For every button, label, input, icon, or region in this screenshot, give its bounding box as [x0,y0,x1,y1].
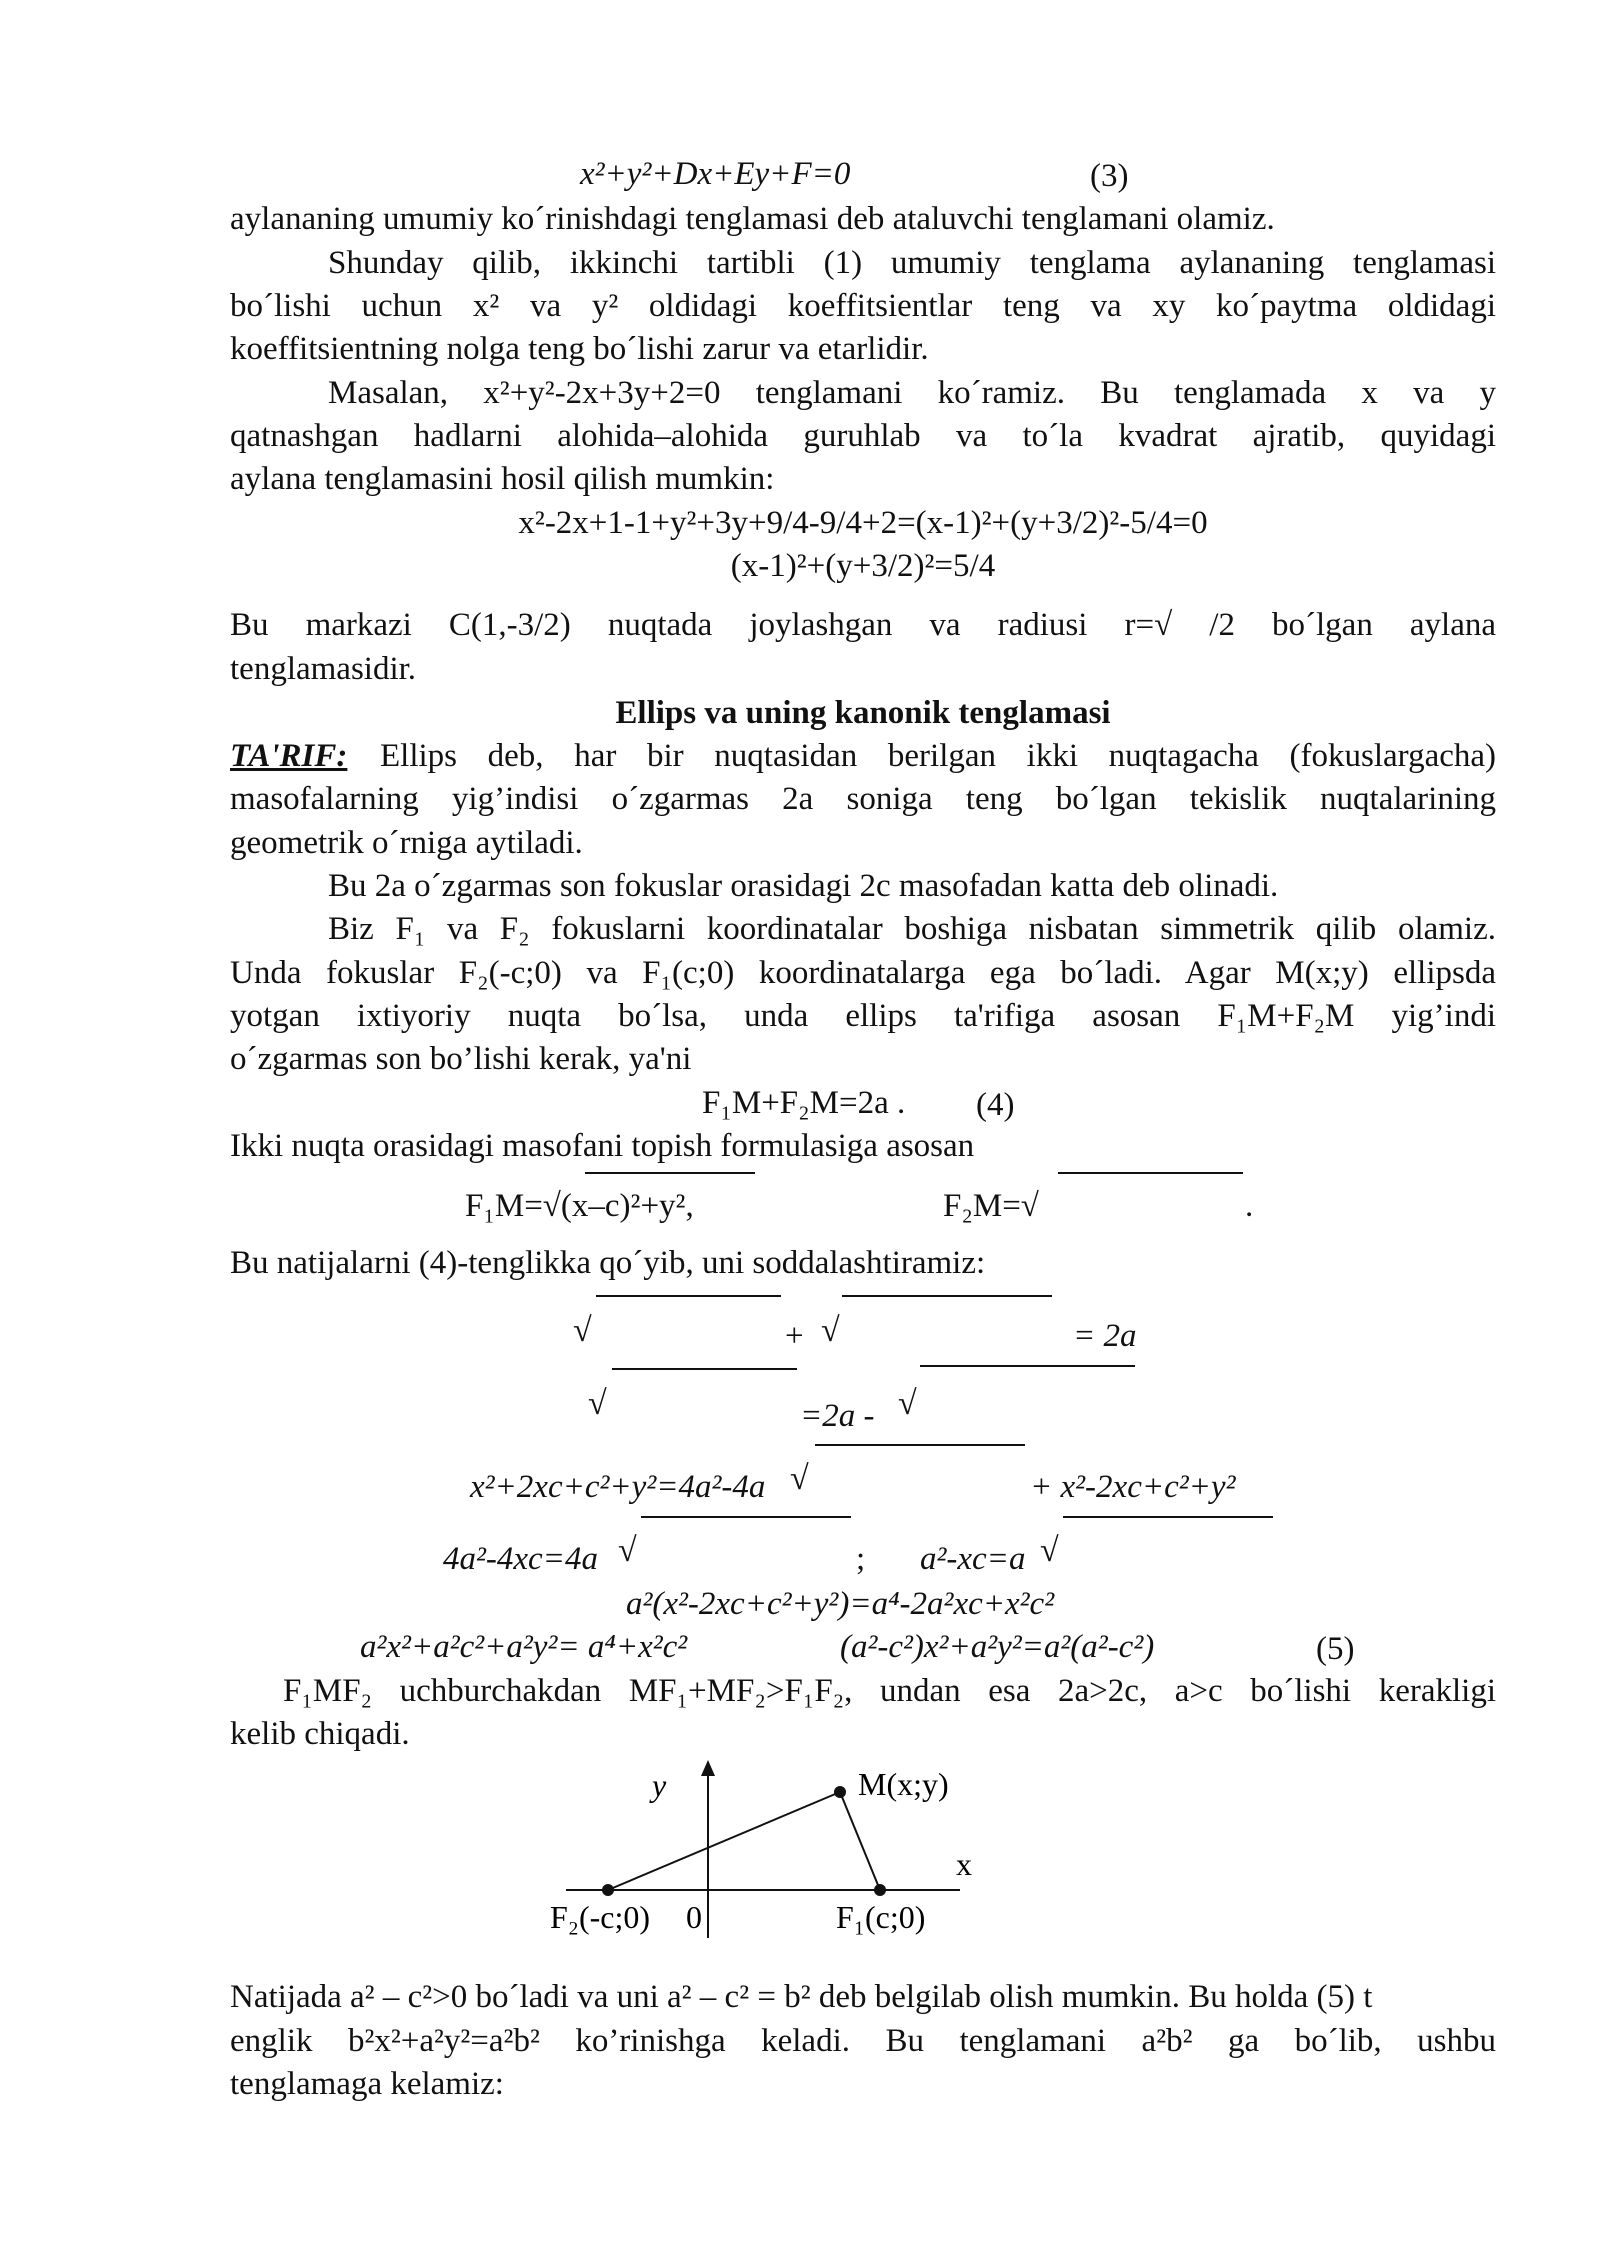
step4-separator: ; [856,1541,866,1577]
x-axis-label: x [956,1846,972,1882]
step3-right: + x²-2xc+c²+y² [1030,1469,1236,1505]
step4-left: 4a²-4xc=4a [443,1541,598,1577]
radical-bar [815,1444,1025,1446]
point-m [834,1786,846,1798]
sqrt-sign: √ [821,1312,840,1349]
step6-right: (a²-c²)x²+a²y²=a²(a²-c²) [840,1629,1155,1665]
radical-bar [585,1172,755,1174]
text-line: aylananing umumiy ko´rinishdagi tenglamasi deb ataluvchi tenglamani olamiz. [230,201,1275,237]
radical-bar [842,1295,1052,1297]
step4-right: a²-xc=a [920,1541,1026,1577]
radical-bar [596,1295,781,1297]
radical-bar [1063,1516,1273,1518]
step2-middle: =2a - [800,1398,875,1434]
text-line: englik b²x²+a²y²=a²b² ko’rinishga keladi. Bu tenglamani a²b² ga bo´lib, ushbu [230,2023,1496,2059]
sqrt-sign: √ [1040,1532,1059,1569]
text-line: kelib chiqadi. [230,1716,410,1752]
text-line: Ikki nuqta orasidagi masofani topish formulasiga asosan [230,1128,975,1164]
sqrt-sign: √ [618,1532,637,1569]
text-line: Shunday qilib, ikkinchi tartibli (1) umumiy tenglama aylananing tenglamasi [328,245,1496,281]
section-heading: Ellips va uning kanonik tenglamasi [615,695,1111,731]
radical-bar [920,1365,1135,1367]
text-line: qatnashgan hadlarni alohida–alohida guruhlab va to´la kvadrat ajratib, quyidagi [230,418,1496,454]
text-line: koeffitsientning nolga teng bo´lishi zarur va etarlidir. [230,331,929,367]
f1-label: F₁(c;0) [836,1899,926,1935]
y-axis-label: y [652,1767,667,1803]
text-line: tenglamasidir. [230,651,417,687]
plus-sign: + [785,1318,804,1354]
equation-expansion: x²-2x+1-1+y²+3y+9/4-9/4+2=(x-1)²+(y+3/2)²-5/4=0 [518,505,1208,541]
text-line: Biz F₁ va F₂ fokuslarni koordinatalar boshiga nisbatan simmetrik qilib olamiz. [328,911,1496,947]
text-line: tenglamaga kelamiz: [230,2066,504,2102]
step5: a²(x²-2xc+c²+y²)=a⁴-2a²xc+x²c² [626,1586,1055,1622]
equation-circle: (x-1)²+(y+3/2)²=5/4 [730,548,996,584]
step6-left: a²x²+a²c²+a²y²= a⁴+x²c² [360,1629,688,1665]
f1m-formula: F₁M=√(x–c)²+y², [465,1188,694,1224]
text-line: Bu markazi C(1,-3/2) nuqtada joylashgan va radiusi r=√ /2 bo´lgan aylana [230,607,1496,643]
equation-4-number: (4) [976,1087,1015,1123]
radical-bar [641,1516,851,1518]
step3-left: x²+2xc+c²+y²=4a²-4a [470,1469,766,1505]
text-line: geometrik o´rniga aytiladi. [230,825,583,861]
text-line: Masalan, x²+y²-2x+3y+2=0 tenglamani ko´ramiz. Bu tenglamada x va y [328,375,1496,411]
f2m-period: . [1245,1188,1254,1224]
equation-5-number: (5) [1316,1631,1355,1667]
sqrt-sign: √ [790,1460,809,1497]
equation-3-number: (3) [1090,158,1129,194]
sqrt-sign: √ [898,1385,917,1422]
origin-label: 0 [686,1899,702,1935]
sqrt-sign: √ [588,1385,607,1422]
equation-4: F₁M+F₂M=2a . [702,1085,906,1121]
text-line: Natijada a² – c²>0 bo´ladi va uni a² – c² = b² deb belgilab olish mumkin. Bu holda (5) t [230,1979,1373,2015]
text-line: o´zgarmas son bo’lishi kerak, ya'ni [230,1041,692,1077]
text-line: Bu natijalarni (4)-tenglikka qo´yib, uni soddalashtiramiz: [230,1245,986,1281]
step1-rhs: = 2a [1073,1318,1137,1354]
text-line: aylana tenglamasini hosil qilish mumkin: [230,461,775,497]
radical-bar [1058,1172,1243,1174]
y-axis-arrow-icon [701,1760,715,1776]
text-line: Bu 2a o´zgarmas son fokuslar orasidagi 2c masofadan katta deb olinadi. [328,868,1279,904]
radical-bar [612,1368,797,1370]
text-line: Ellips deb, har bir nuqtasidan berilgan ikki nuqtagacha (fokuslargacha) [380,738,1496,774]
text-line: masofalarning yig’indisi o´zgarmas 2a soniga teng bo´lgan tekislik nuqtalarining [230,781,1496,817]
segment-f2m [608,1792,840,1890]
text-line: F₁MF₂ uchburchakdan MF₁+MF₂>F₁F₂, undan esa 2a>2c, a>c bo´lishi kerakligi [283,1673,1496,1709]
text-line: yotgan ixtiyoriy nuqta bo´lsa, unda ellips ta'rifiga asosan F₁M+F₂M yig’indi [230,998,1496,1034]
definition-label: TA'RIF: [230,738,348,774]
point-f2 [602,1884,614,1896]
text-line: bo´lishi uchun x² va y² oldidagi koeffitsientlar teng va xy ko´paytma oldidagi [230,288,1496,324]
segment-mf1 [840,1792,880,1890]
m-label: M(x;y) [858,1766,949,1802]
f2-label: F₂(-c;0) [550,1899,651,1935]
focus-triangle-figure [540,1758,1000,1948]
point-f1 [874,1884,886,1896]
sqrt-sign: √ [573,1312,592,1349]
f2m-formula: F₂M=√ [943,1188,1039,1224]
text-line: Unda fokuslar F₂(-c;0) va F₁(c;0) koordinatalarga ega bo´ladi. Agar M(x;y) ellipsda [230,955,1496,991]
equation-3: x²+y²+Dx+Ey+F=0 [580,156,851,192]
